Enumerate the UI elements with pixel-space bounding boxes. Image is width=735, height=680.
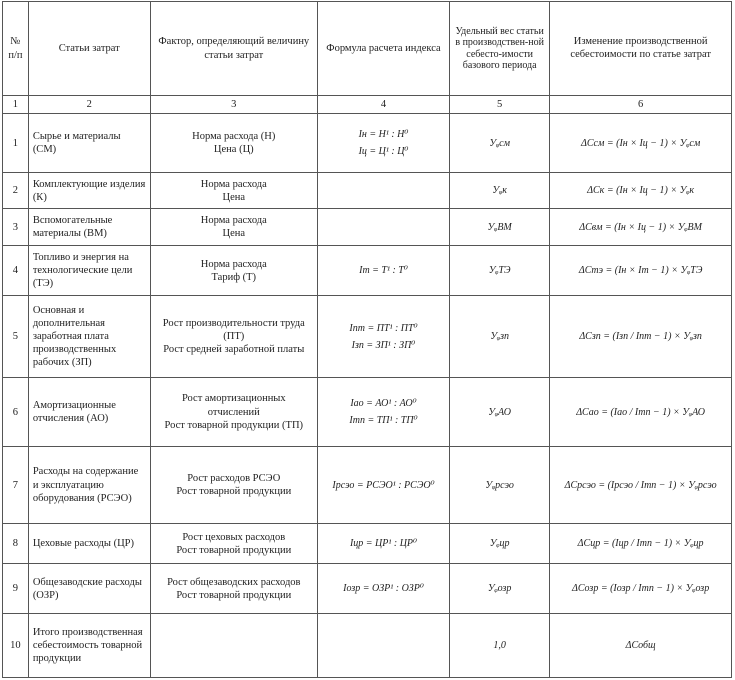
formula-line: Iпт = ПТ¹ : ПТ⁰: [349, 322, 418, 334]
column-number: 2: [28, 96, 150, 114]
factor-line: Рост расходов РСЭО: [187, 473, 281, 484]
factor-cell: [150, 614, 317, 678]
factor-line: Норма расхода: [200, 215, 267, 226]
formula-cell: [317, 524, 449, 564]
column-number: 1: [3, 96, 29, 114]
column-number: 3: [150, 96, 317, 114]
cost-item: Сырье и материалы (СМ): [28, 114, 150, 173]
cost-change-formula: ΔCтэ = (Iн × Iт − 1) × УᵩТЭ: [550, 246, 732, 296]
formula-cell: [317, 209, 449, 246]
formula-cell: [317, 296, 449, 378]
share-value: Уᵩсм: [450, 114, 550, 173]
cost-change-formula: ΔCобщ: [550, 614, 732, 678]
factor-line: Рост средней заработной платы: [163, 344, 305, 356]
factor-line: Норма расхода: [200, 258, 267, 270]
table-row: [3, 246, 732, 296]
factor-cell: [150, 296, 317, 378]
formula-line: Iао = АО¹ : АО⁰: [350, 398, 417, 410]
formula-line: Iрсэо = РСЭО¹ : РСЭО⁰: [332, 479, 435, 491]
factor-cell: [150, 209, 317, 246]
formula-line: Iн = Н¹ : Н⁰: [358, 129, 409, 141]
cost-change-formula: ΔCцр = (Iцр / Iтп − 1) × Уᵩцр: [550, 524, 732, 564]
share-value: Уᵩрсэо: [450, 447, 550, 524]
cost-change-formula: ΔCозр = (Iозр / Iтп − 1) × Уᵩозр: [550, 564, 732, 614]
factor-cell: [150, 114, 317, 173]
factor-line: Рост общезаводских расходов: [167, 576, 301, 588]
formula-cell: [317, 447, 449, 524]
row-number: 3: [3, 209, 29, 246]
cost-item: Итого производственная себестоимость товарной продукции: [28, 614, 150, 678]
table-row: [3, 173, 732, 209]
share-value: 1,0: [450, 614, 550, 678]
share-value: Уᵩозр: [450, 564, 550, 614]
factor-line: Рост производительности труда (ПТ): [162, 317, 305, 343]
row-number: 7: [3, 447, 29, 524]
header-formula: Формула расчета индекса: [317, 2, 449, 96]
share-value: Уᵩк: [450, 173, 550, 209]
header-cost-item: Статьи затрат: [28, 2, 150, 96]
table-row: [3, 114, 732, 173]
formula-line: Iц = Ц¹ : Ц⁰: [358, 146, 409, 158]
factor-cell: [150, 524, 317, 564]
formula-cell: [317, 614, 449, 678]
table-row: [3, 614, 732, 678]
factor-line: Рост товарной продукции: [176, 544, 292, 556]
cost-change-formula: ΔCрсэо = (Iрсэо / Iтп − 1) × Уᵩрсэо: [550, 447, 732, 524]
cost-change-table: [2, 1, 732, 678]
cost-item: Расходы на содержание и эксплуатацию оборудования (РСЭО): [28, 447, 150, 524]
header-factor: Фактор, определяющий величину статьи затрат: [150, 2, 317, 96]
column-number-row: [3, 96, 732, 114]
share-value: Уᵩцр: [450, 524, 550, 564]
header-row: [3, 2, 732, 96]
factor-cell: [150, 378, 317, 447]
row-number: 10: [3, 614, 29, 678]
cost-item: Вспомогательные материалы (ВМ): [28, 209, 150, 246]
table-row: [3, 524, 732, 564]
header-cost-change: Изменение производственной себестоимости по статье затрат: [550, 2, 732, 96]
factor-cell: [150, 564, 317, 614]
cost-item: Основная и дополнительная заработная плата производственных рабочих (ЗП): [28, 296, 150, 378]
table-row: [3, 296, 732, 378]
factor-line: Цена: [222, 228, 246, 240]
share-value: УᵩВМ: [450, 209, 550, 246]
factor-line: Рост амортизационных отчислений: [181, 393, 286, 418]
column-number: 5: [450, 96, 550, 114]
factor-line: Норма расхода (Н): [192, 131, 276, 142]
header-number: № п/п: [3, 2, 29, 96]
factor-line: Тариф (Т): [211, 271, 257, 283]
row-number: 4: [3, 246, 29, 296]
cost-change-formula: ΔCао = (Iао / Iтп − 1) × УᵩАО: [550, 378, 732, 447]
column-number: 4: [317, 96, 449, 114]
cost-change-formula: ΔCзп = (Iзп / Iпт − 1) × Уᵩзп: [550, 296, 732, 378]
table-row: [3, 209, 732, 246]
column-number: 6: [550, 96, 732, 114]
formula-line: Iцр = ЦР¹ : ЦР⁰: [349, 538, 418, 550]
cost-item: Цеховые расходы (ЦР): [28, 524, 150, 564]
factor-cell: [150, 246, 317, 296]
formula-line: Iзп = ЗП¹ : ЗП⁰: [351, 339, 416, 351]
factor-cell: [150, 447, 317, 524]
cost-change-formula: ΔCвм = (Iн × Iц − 1) × УᵩВМ: [550, 209, 732, 246]
factor-line: Цена (Ц): [213, 144, 254, 156]
cost-item: Топливо и энергия на технологические цели (ТЭ): [28, 246, 150, 296]
formula-cell: [317, 173, 449, 209]
formula-cell: [317, 246, 449, 296]
row-number: 1: [3, 114, 29, 173]
formula-cell: [317, 378, 449, 447]
cost-item: Комплектующие изделия (К): [28, 173, 150, 209]
formula-line: Iозр = ОЗР¹ : ОЗР⁰: [343, 583, 424, 595]
factor-line: Рост цеховых расходов: [182, 531, 286, 543]
header-share: Удельный вес статьи в производствен-ной себесто-имости базового периода: [450, 2, 550, 96]
share-value: УᵩТЭ: [450, 246, 550, 296]
factor-line: Цена: [222, 191, 246, 203]
row-number: 5: [3, 296, 29, 378]
cost-change-formula: ΔCк = (Iн × Iц − 1) × Уᵩк: [550, 173, 732, 209]
factor-cell: [150, 173, 317, 209]
factor-line: Рост товарной продукции (ТП): [164, 419, 304, 431]
factor-line: Рост товарной продукции: [176, 486, 292, 498]
row-number: 8: [3, 524, 29, 564]
formula-cell: [317, 114, 449, 173]
formula-cell: [317, 564, 449, 614]
formula-line: Iт = Т¹ : Т⁰: [359, 265, 408, 277]
table-row: [3, 564, 732, 614]
formula-line: Iтп = ТП¹ : ТП⁰: [349, 415, 418, 427]
cost-item: Общезаводские расходы (ОЗР): [28, 564, 150, 614]
table-row: [3, 378, 732, 447]
factor-line: Рост товарной продукции: [176, 589, 292, 601]
cost-change-formula: ΔCсм = (Iн × Iц − 1) × Уᵩсм: [550, 114, 732, 173]
row-number: 6: [3, 378, 29, 447]
share-value: Уᵩзп: [450, 296, 550, 378]
row-number: 2: [3, 173, 29, 209]
factor-line: Норма расхода: [200, 178, 267, 190]
table-row: [3, 447, 732, 524]
row-number: 9: [3, 564, 29, 614]
cost-item: Амортизационные отчисления (АО): [28, 378, 150, 447]
share-value: УᵩАО: [450, 378, 550, 447]
